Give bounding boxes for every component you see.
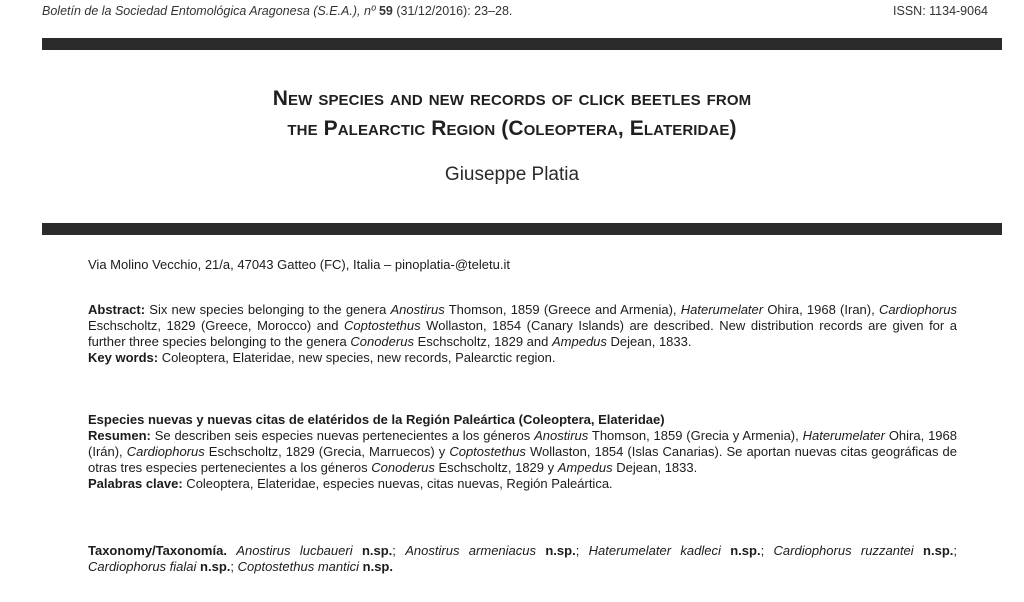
abstract-text: Dejean, 1833. <box>606 334 692 349</box>
title-oleoptera: oleoptera, <box>523 117 630 140</box>
species-name: Anostirus armeniacus <box>405 543 536 558</box>
abstract-text: Eschscholtz, 1829 and <box>413 334 552 349</box>
genus-name: Coptostethus <box>449 444 526 459</box>
spacer <box>721 543 730 558</box>
spacer <box>353 543 362 558</box>
spacer <box>536 543 545 558</box>
new-species-marker: n.sp. <box>361 543 393 558</box>
palabras-clave-line <box>88 476 957 492</box>
species-name: Anostirus lucbaueri <box>236 543 353 558</box>
spacer <box>914 543 923 558</box>
taxonomy-section <box>88 543 957 575</box>
genus-name: Anostirus <box>390 302 445 317</box>
resumen-text: Wollaston, 1854 (Islas Canarias). Se aportan nuevas citas geográficas de otras tres especies pertenecientes a los géneros <box>88 444 957 475</box>
abstract-text: Wollaston, 1854 (Canary Islands) are described. New distribution records are given for a further three species belonging to the genera <box>88 318 958 349</box>
abstract-paragraph <box>88 302 957 350</box>
keywords-label: Key words: <box>88 350 159 365</box>
new-species-marker: n.sp. <box>362 559 393 574</box>
bottom-divider-bar <box>42 223 1002 235</box>
resumen-paragraph <box>88 428 957 476</box>
title-line-2 <box>0 114 1024 144</box>
taxonomy-label: Taxonomy/Taxonomía. <box>88 543 227 558</box>
issue-date-pages: (31/12/2016): 23–28. <box>392 4 513 18</box>
resumen-text: Ohira, 1968 (Irán), <box>88 428 957 459</box>
genus-name: Cardiophorus <box>878 302 957 317</box>
new-species-marker: n.sp. <box>730 543 761 558</box>
author-name: Giuseppe Platia <box>444 164 580 185</box>
resumen-text: Dejean, 1833. <box>612 460 698 475</box>
title-lateridae: lateridae) <box>643 117 737 140</box>
abstract-section <box>88 302 957 366</box>
separator: ; <box>392 543 406 558</box>
abstract-text: Eschscholtz, 1829 (Greece, Morocco) and <box>88 318 345 333</box>
spanish-title <box>88 412 957 428</box>
genus-name: Conoderus <box>371 460 435 475</box>
resumen-text: Eschscholtz, 1829 y <box>434 460 558 475</box>
new-species-marker: n.sp. <box>923 543 954 558</box>
species-name: Cardiophorus ruzzantei <box>773 543 914 558</box>
top-divider-bar <box>42 38 1002 50</box>
title-egion: egion ( <box>446 117 509 140</box>
title-text-1: ew species and new records of click beetles from <box>288 87 752 110</box>
genus-name: Ampedus <box>557 460 613 475</box>
title-line-1 <box>0 84 1024 114</box>
resumen-text: Se describen seis especies nuevas pertenecientes a los géneros <box>150 428 535 443</box>
journal-citation <box>42 4 512 18</box>
title-cap-n: N <box>272 87 289 110</box>
title-cap-r: R <box>431 117 447 140</box>
spacer <box>227 543 236 558</box>
genus-name: Conoderus <box>350 334 414 349</box>
separator: ; <box>230 559 238 574</box>
title-cap-p: P <box>323 117 338 140</box>
separator: ; <box>953 543 957 558</box>
abstract-text: Thomson, 1859 (Greece and Armenia), <box>444 302 681 317</box>
separator: ; <box>760 543 774 558</box>
resumen-text: Thomson, 1859 (Grecia y Armenia), <box>588 428 803 443</box>
issn: ISSN: 1134-9064 <box>893 4 988 18</box>
abstract-label: Abstract: <box>88 302 146 317</box>
genus-name: Ampedus <box>551 334 607 349</box>
genus-name: Anostirus <box>534 428 589 443</box>
spanish-title-text: Especies nuevas y nuevas citas de elatéridos de la Región Paleártica (Coleoptera, Elateridae) <box>88 412 665 427</box>
title-cap-c: C <box>508 117 524 140</box>
abstract-text: Six new species belonging to the genera <box>145 302 391 317</box>
palabras-clave-label: Palabras clave: <box>88 476 183 491</box>
separator: ; <box>575 543 589 558</box>
species-name: Coptostethus mantici <box>237 559 360 574</box>
journal-name: Boletín de la Sociedad Entomológica Aragonesa (S.E.A.), nº <box>42 4 379 18</box>
new-species-marker: n.sp. <box>545 543 576 558</box>
running-header <box>42 4 988 22</box>
title-alearctic: alearctic <box>337 117 432 140</box>
paper-title <box>0 84 1024 144</box>
abstract-text: Ohira, 1968 (Iran), <box>763 302 879 317</box>
keywords-line <box>88 350 957 366</box>
keywords-text: Coleoptera, Elateridae, new species, new records, Palearctic region. <box>158 350 556 365</box>
species-name: Cardiophorus fialai <box>88 559 197 574</box>
resumen-text: Eschscholtz, 1829 (Grecia, Marruecos) y <box>204 444 450 459</box>
resumen-label: Resumen: <box>88 428 151 443</box>
title-the: the <box>287 117 324 140</box>
genus-name: Coptostethus <box>344 318 421 333</box>
author-address: Via Molino Vecchio, 21/a, 47043 Gatteo (FC), Italia – pinoplatia-@teletu.it <box>88 257 510 272</box>
species-name: Haterumelater kadleci <box>588 543 721 558</box>
issue-number: 59 <box>378 4 393 18</box>
title-cap-e: E <box>629 117 644 140</box>
genus-name: Cardiophorus <box>126 444 205 459</box>
spanish-abstract-section <box>88 412 957 492</box>
new-species-marker: n.sp. <box>200 559 231 574</box>
genus-name: Haterumelater <box>802 428 885 443</box>
genus-name: Haterumelater <box>680 302 764 317</box>
palabras-clave-text: Coleoptera, Elateridae, especies nuevas, citas nuevas, Región Paleártica. <box>182 476 613 491</box>
